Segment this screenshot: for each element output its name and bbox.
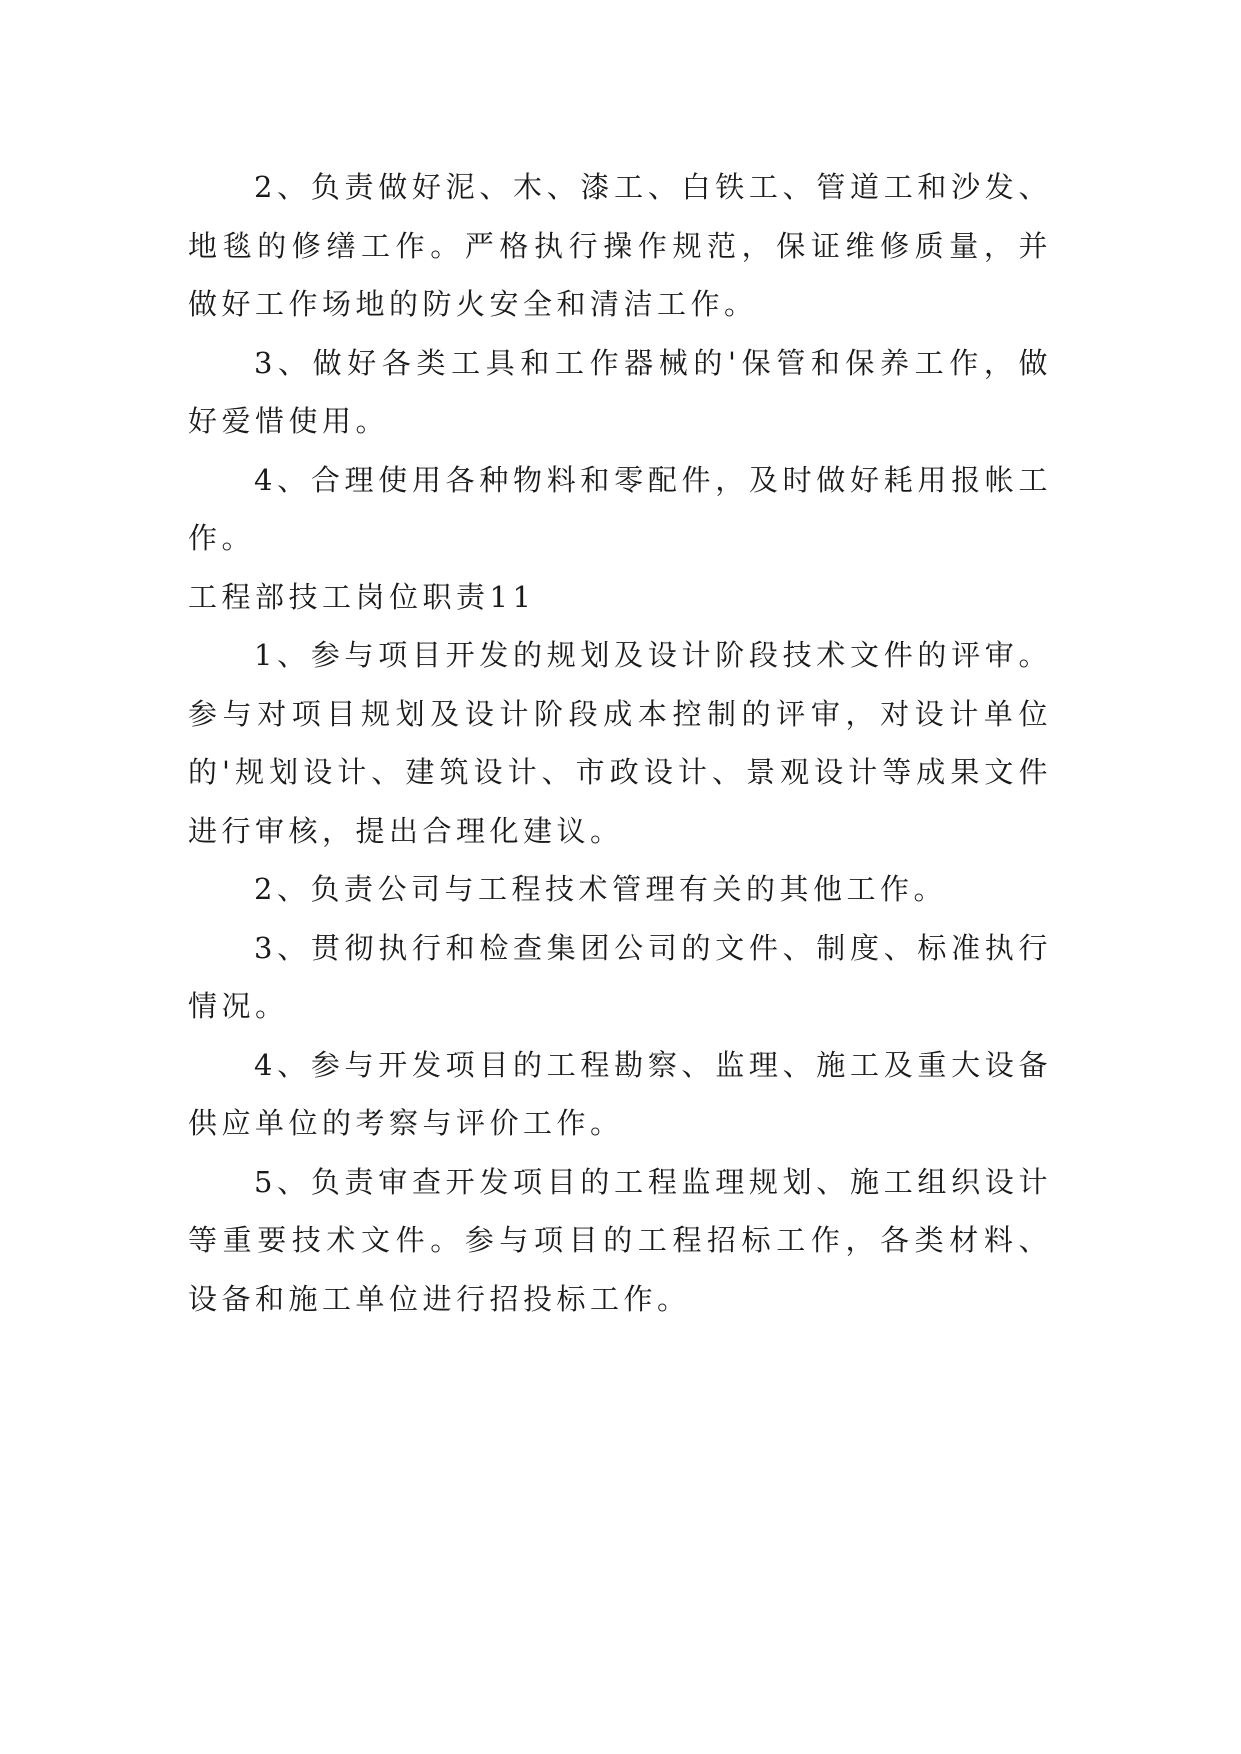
paragraph-item-4-materials: 4、合理使用各种物料和零配件，及时做好耗用报帐工作。 — [188, 462, 1052, 555]
paragraph-item-4-supplier-evaluation: 4、参与开发项目的工程勘察、监理、施工及重大设备供应单位的考察与评价工作。 — [188, 1047, 1052, 1140]
paragraph-item-2-other-work: 2、负责公司与工程技术管理有关的其他工作。 — [254, 872, 947, 906]
paragraph-item-3-tools: 3、做好各类工具和工作器械的'保管和保养工作，做好爱惜使用。 — [188, 345, 1052, 438]
section-heading: 工程部技工岗位职责11 — [188, 579, 536, 614]
paragraph-item-2-repairs: 2、负责做好泥、木、漆工、白铁工、管道工和沙发、地毯的修缮工作。严格执行操作规范，保证维修质量，并做好工作场地的防火安全和清洁工作。 — [188, 170, 1052, 321]
paragraph-item-1-planning-review: 1、参与项目开发的规划及设计阶段技术文件的评审。参与对项目规划及设计阶段成本控制的评审，对设计单位的'规划设计、建筑设计、市政设计、景观设计等成果文件进行审核，提出合理化建议。 — [188, 638, 1052, 848]
document-body — [188, 158, 1052, 1328]
paragraph-item-3-compliance: 3、贯彻执行和检查集团公司的文件、制度、标准执行情况。 — [188, 930, 1052, 1023]
paragraph-item-5-technical-review: 5、负责审查开发项目的工程监理规划、施工组织设计等重要技术文件。参与项目的工程招标工作，各类材料、设备和施工单位进行招投标工作。 — [188, 1164, 1052, 1316]
